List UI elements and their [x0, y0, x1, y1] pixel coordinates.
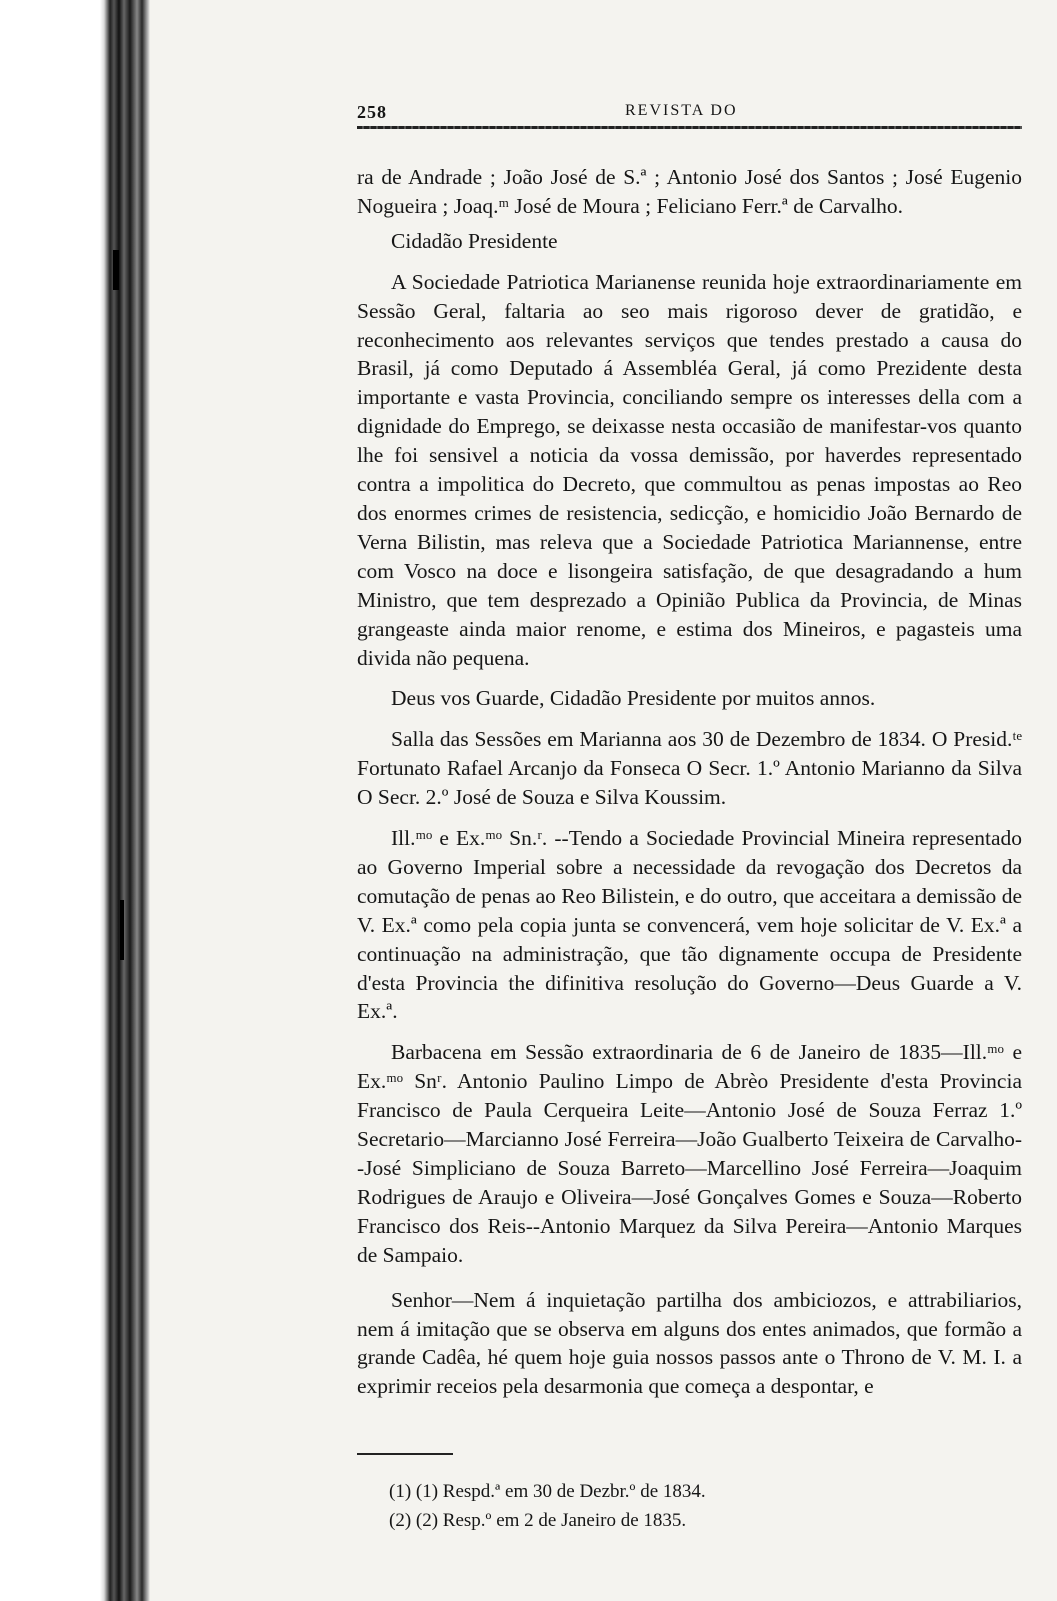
book-page [357, 100, 1022, 1535]
running-title: REVISTA DO [625, 102, 738, 119]
header-rule [357, 126, 1022, 129]
footnote: (1) (1) Respd.ª em 30 de Dezbr.º de 1834. [389, 1481, 706, 1503]
page-number: 258 [357, 102, 387, 122]
paragraph-address: A Sociedade Patriotica Marianense reunida hoje extraordinariamente em Sessão Geral, faltaria ao seo mais rigoroso dever de gratidão, e reconhecimento aos relevantes serviços que tendes prestado a causa do Brasil, já como Deputado á Assembléa Geral, já como Prezidente desta importante e vasta Provincia, conciliando sempre os interesses della com a dignidade do Emprego, se deixasse nesta occasião de manifestar-vos quanto lhe foi sensivel a noticia da vossa demissão, por haverdes representado contra a impolitica do Decreto, que commultou as penas impostas ao Reo dos enormes crimes de resistencia, sedicção, e homicidio João Bernardo de Verna Bilistin, mas releva que a Sociedade Patriotica Mariannense, entre com Vosco na doce e lisongeira satisfação, de que desagradando a hum Ministro, que tem desprezado a Opinião Publica da Provincia, de Minas grangeaste ainda maior renome, e estima dos Mineiros, e pagasteis uma divida não pequena. [357, 269, 1022, 670]
scan-binding-edge [0, 0, 150, 1601]
page-body [357, 163, 1022, 1401]
binding-shadow-mark [120, 900, 124, 960]
paragraph-closing: Deus vos Guarde, Cidadão Presidente por muitos annos. [391, 686, 876, 711]
footnote-rule [357, 1453, 453, 1455]
footnote: (2) (2) Resp.º em 2 de Janeiro de 1835. [389, 1510, 687, 1532]
paragraph-session-signatures: Salla das Sessões em Marianna aos 30 de Dezembro de 1834. O Presid.ᵗᵉ Fortunato Rafael Arcanjo da Fonseca O Secr. 1.º Antonio Marianno da Silva O Secr. 2.º José de Souza e Silva Koussim. [357, 727, 1022, 810]
footnotes [357, 1477, 1022, 1535]
paragraph-salutation: Cidadão Presidente [391, 228, 558, 253]
binding-shadow-mark [113, 250, 119, 290]
paragraph-barbacena-letter: Ill.ᵐᵒ e Ex.ᵐᵒ Sn.ʳ. --Tendo a Sociedade Provincial Mineira representado ao Governo Imperial sobre a necessidade da revogação dos Decretos da comutação de penas ao Reo Bilistein, e do outro, que acceitara a demissão de V. Ex.ª como pela copia junta se convencerá, vem hoje solicitar de V. Ex.ª a continuação na administração, que tão dignamente occupa de Presidente d'esta Provincia the difinitiva resolução do Governo—Deus Guarde a V. Ex.ª. [357, 826, 1022, 1024]
paragraph-barbacena-signatures: Barbacena em Sessão extraordinaria de 6 de Janeiro de 1835—Ill.ᵐᵒ e Ex.ᵐᵒ Snʳ. Antonio Paulino Limpo de Abrèo Presidente d'esta Provincia Francisco de Paula Cerqueira Leite—Antonio José de Souza Ferraz 1.º Secretario—Marcianno José Ferreira—João Gualberto Teixeira de Carvalho--José Simpliciano de Souza Barreto—Marcellino José Ferreira—Joaquim Rodrigues de Araujo e Oliveira—José Gonçalves Gomes e Souza—Roberto Francisco dos Reis--Antonio Marquez da Silva Pereira—Antonio Marques de Sampaio. [357, 1040, 1022, 1267]
paragraph-signatories: ra de Andrade ; João José de S.ª ; Antonio José dos Santos ; José Eugenio Nogueira ; Joaq.ᵐ José de Moura ; Feliciano Ferr.ª de Carvalho. [357, 165, 1022, 218]
running-header [357, 100, 1022, 126]
paragraph-senhor: Senhor—Nem á inquietação partilha dos ambiciozos, e attrabiliarios, nem á imitação que se observa em alguns dos entes animados, que formão a grande Cadêa, hé quem hoje guia nossos passos ante o Throno de V. M. I. a exprimir receios pela desarmonia que começa a despontar, e [357, 1287, 1022, 1399]
